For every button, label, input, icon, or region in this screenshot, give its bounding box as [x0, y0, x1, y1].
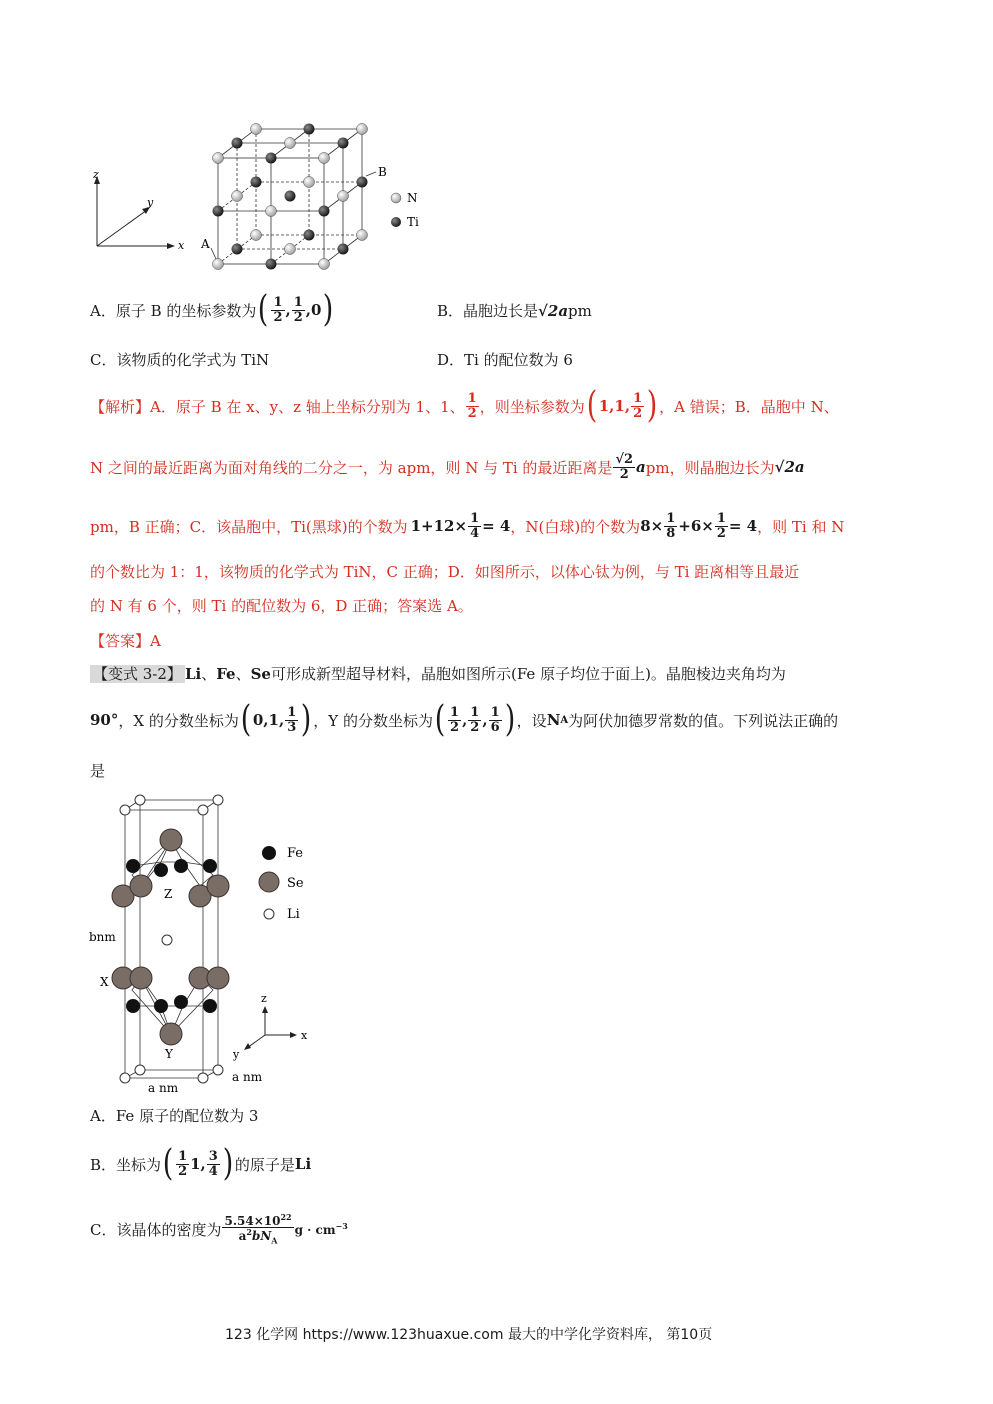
coord-y: ( $\frac{1}{2}$ , $\frac{1}{2}$ , $\frac{1}{6}$ ) — [434, 699, 515, 740]
q2-option-a: A．Fe 原子的配位数为 3 — [90, 1107, 259, 1125]
label-Z: Z — [164, 887, 173, 901]
axis-x-label: x — [178, 239, 185, 252]
analysis-line-1: 【解析】 A．原子 B 在 x、y、z 轴上坐标分别为 1、1、 $\frac{1}{2}$ ，则坐标参数为 ( 1,1, $\frac{1}{2}$ ) ，A 错误；B．晶胞中 N、 — [90, 385, 839, 426]
analysis-line-5: 的 N 有 6 个，则 Ti 的配位数为 6，D 正确；答案选 A。 — [90, 597, 473, 615]
q2-option-c: C．该晶体的密度为 $\frac{5.54\times 10^{22}}{a^2bN_A}$ $g \cdot cm^{-3}$ — [90, 1211, 348, 1246]
q1-option-a-text: A．原子 B 的坐标参数为 — [90, 301, 257, 320]
axes-2 — [247, 1010, 293, 1048]
page-footer: 123 化学网 https://www.123huaxue.com 最大的中学化学资料库， 第10页 — [225, 1327, 713, 1343]
q1-option-b: B．晶胞边长是√2apm — [437, 302, 592, 320]
q1-option-d: D．Ti 的配位数为 6 — [437, 351, 573, 369]
variant-tag: 【变式 3-2】 — [90, 665, 185, 683]
q1-option-a — [90, 288, 336, 332]
variant-line-2: 90° ，X 的分数坐标为 ( 0,1, $\frac{1}{3}$ ) ，Y 的分数坐标为 ( $\frac{1}{2}$ , $\frac{1}{2}$ , $\frac{1}{6}$ ) ，设 N A 为阿伏加德罗常数的值。下列说法正确的 — [90, 699, 839, 740]
axis2-z: z — [261, 992, 267, 1005]
label-A: A — [201, 237, 210, 251]
label-B: B — [378, 165, 387, 179]
tin-crystal-figure — [85, 118, 445, 278]
q1-option-c: C．该物质的化学式为 TiN — [90, 351, 270, 369]
legend-Fe-label: Fe — [287, 846, 304, 861]
lifese-crystal-figure — [85, 790, 345, 1098]
analysis-line-4: 的个数比为 1：1，该物质的化学式为 TiN，C 正确；D．如图所示，以体心钛为例，与 Ti 距离相等且最近 — [90, 563, 800, 581]
coordinate-axes — [97, 180, 171, 246]
label-anm-right: a nm — [232, 1070, 263, 1084]
label-X: X — [100, 975, 109, 989]
analysis-line-2: N 之间的最近距离为面对角线的二分之一，为 apm，则 N 与 Ti 的最近距离是 $\frac{√2}{2}$ a pm，则晶胞边长为 √2a — [90, 451, 805, 482]
axis-z-label: z — [93, 168, 99, 181]
legend-Se-label: Se — [287, 876, 304, 891]
answer-value: A — [150, 632, 161, 650]
atoms — [213, 124, 368, 270]
analysis-line-3: pm，B 正确；C．该晶胞中，Ti(黑球)的个数为 1+12× $\frac{1}{4}$ = 4 ，N(白球)的个数为 8× $\frac{1}{8}$ +6× $\frac{1}{2}$ = 4 ，则 Ti 和 N — [90, 510, 845, 541]
answer-tag: 【答案】 — [90, 632, 151, 650]
legend-N-label: N — [407, 191, 418, 205]
variant-line-3: 是 — [90, 762, 106, 780]
density-fraction: $\frac{5.54\times 10^{22}}{a^2bN_A}$ — [224, 1211, 292, 1246]
legend-Li-label: Li — [287, 907, 300, 922]
axis-y-label: y — [147, 196, 154, 209]
legend-Ti-swatch — [391, 217, 401, 227]
label-anm-bottom: a nm — [148, 1081, 179, 1095]
answer-line — [90, 630, 161, 651]
variant-line-1: 【变式 3-2】 Li、Fe、Se可形成新型超导材料，晶胞如图所示(Fe 原子均位于面上)。晶胞棱边夹角均为 — [90, 663, 786, 684]
coord-b: ( $\frac{1}{2}$ , $\frac{1}{2}$ , 0 ) — [258, 289, 334, 330]
label-Y: Y — [165, 1047, 173, 1061]
analysis-tag: 【解析】 — [90, 397, 151, 416]
label-bnm: bnm — [89, 930, 116, 944]
legend-N-swatch — [391, 193, 401, 203]
edge-length-value: √2a — [538, 302, 569, 320]
axis2-y: y — [233, 1048, 240, 1061]
axis2-x: x — [301, 1029, 308, 1042]
coord-x: ( 0,1, $\frac{1}{3}$ ) — [240, 699, 312, 740]
q2-option-b: B．坐标为 ( $\frac{1}{2}$ 1, $\frac{3}{4}$ ) 的原子是 Li — [90, 1143, 312, 1184]
legend-Ti-label: Ti — [407, 215, 419, 229]
